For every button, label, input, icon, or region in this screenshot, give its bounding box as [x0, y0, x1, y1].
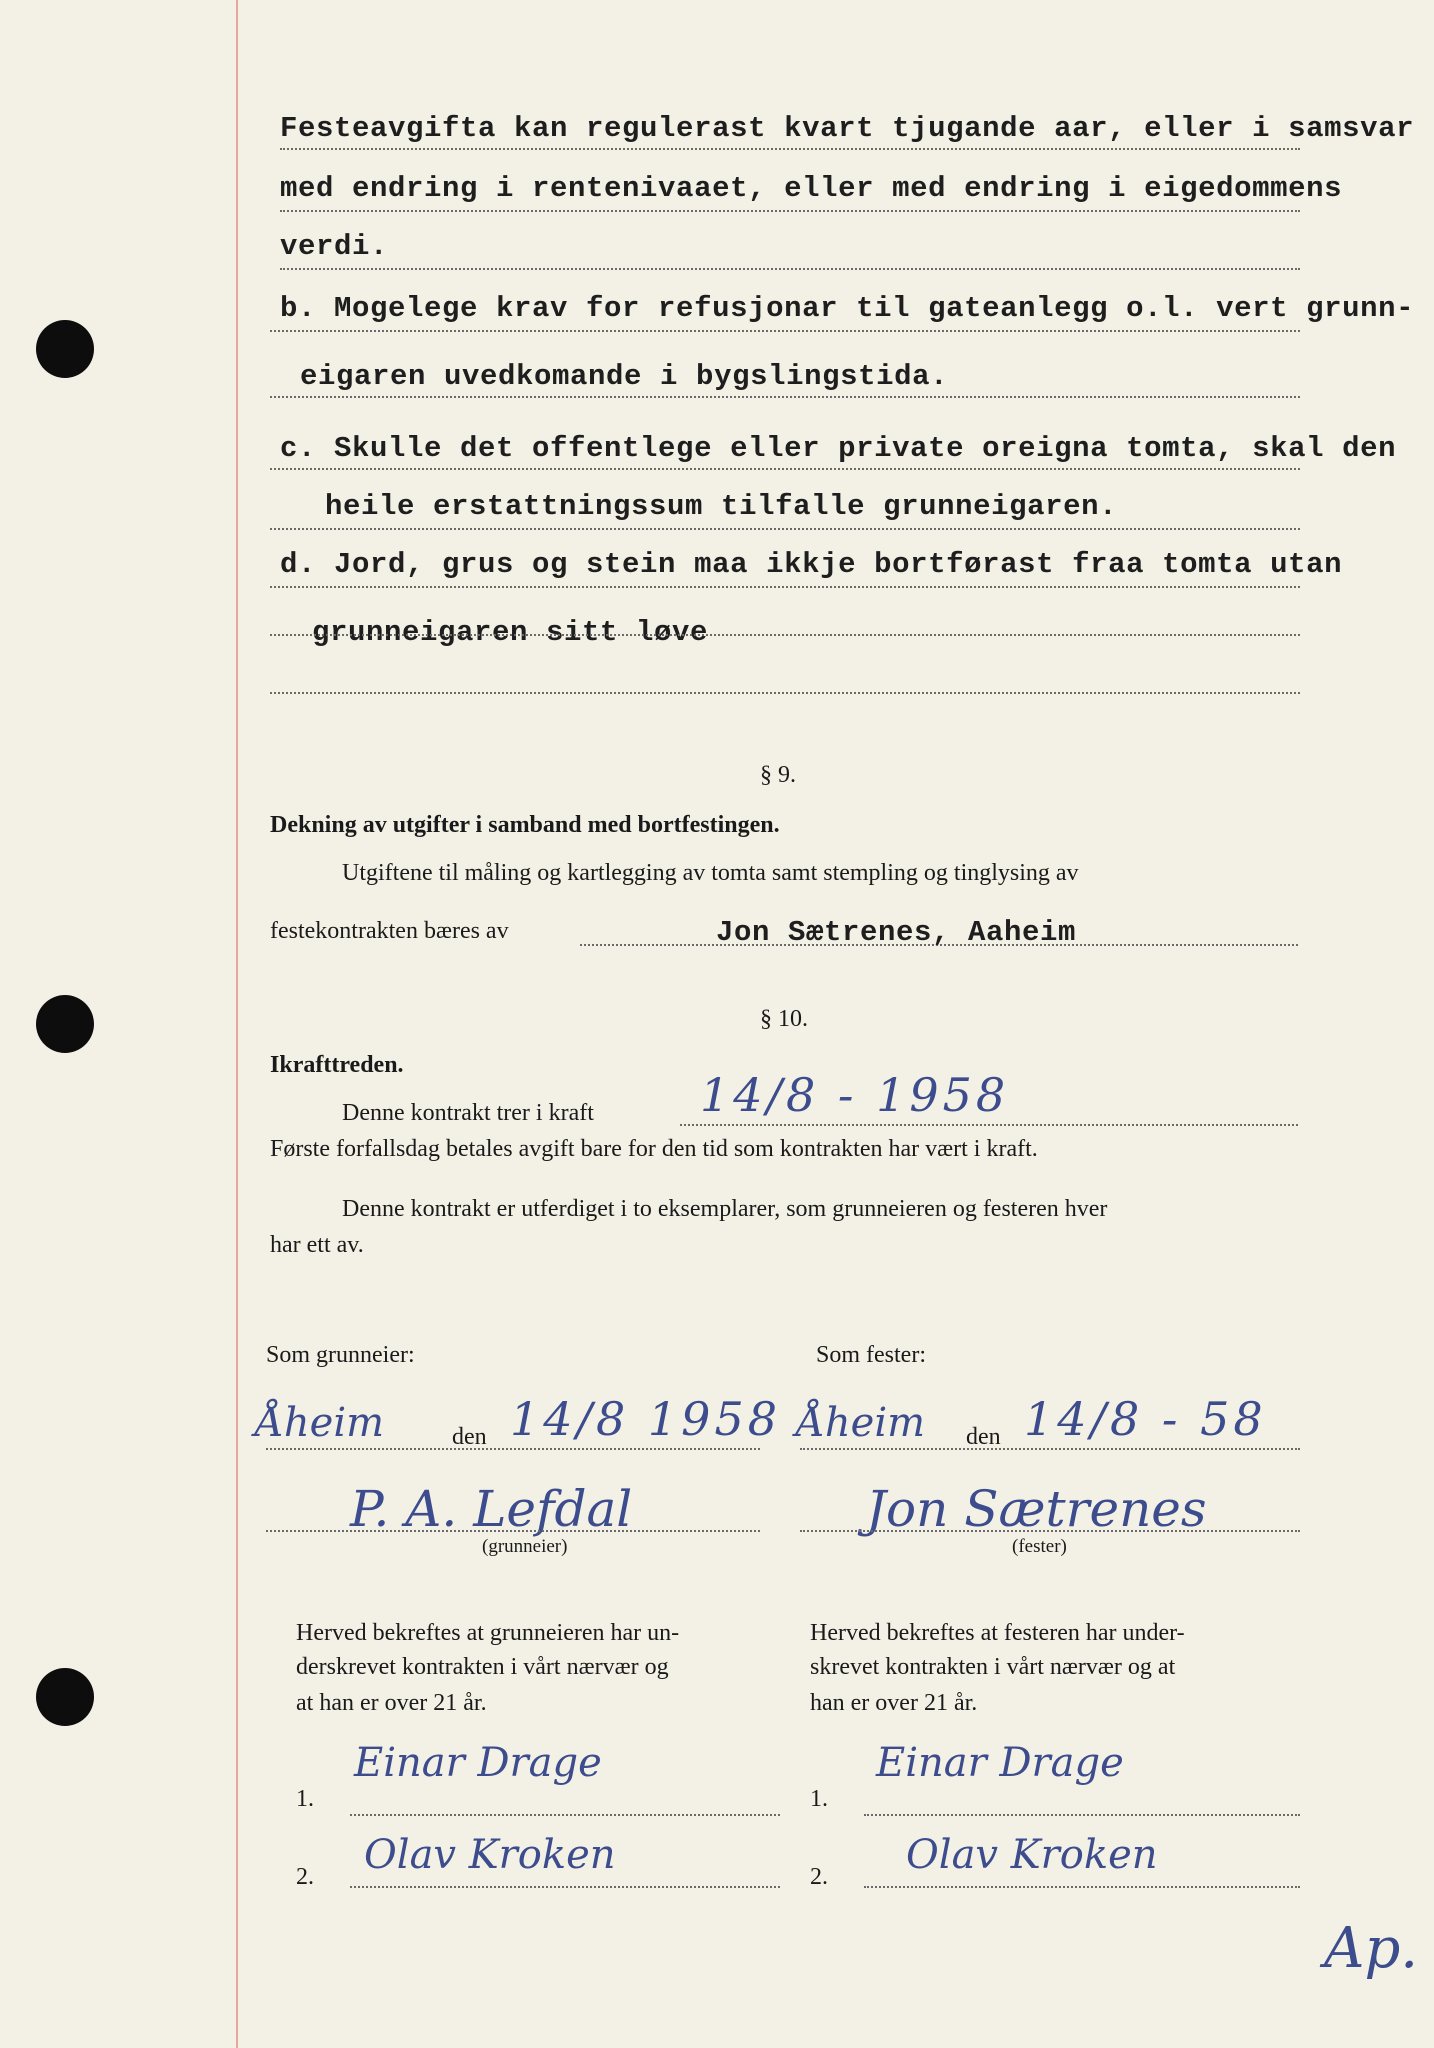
section-heading: Dekning av utgifter i samband med bortfestingen. [270, 812, 780, 838]
witness-number: 1. [810, 1786, 828, 1812]
body-text: Denne kontrakt er utferdiget i to eksemplarer, som grunneieren og festeren hver [342, 1196, 1108, 1222]
witness-signature: Einar Drage [354, 1740, 602, 1786]
typed-line: grunneigaren sitt løve [312, 616, 709, 649]
body-text: har ett av. [270, 1232, 364, 1258]
margin-line [236, 0, 238, 2048]
body-text: festekontrakten bæres av [270, 918, 509, 944]
punch-hole [36, 1668, 94, 1726]
witness-number: 1. [296, 1786, 314, 1812]
dotted-rule [270, 692, 1300, 694]
typed-line: eigaren uvedkomande i bygslingstida. [300, 360, 949, 393]
dotted-rule [280, 148, 1300, 150]
witness-text: Herved bekreftes at grunneieren har un- [296, 1620, 680, 1646]
dotted-rule [280, 268, 1300, 270]
witness-text: derskrevet kontrakten i vårt nærvær og [296, 1654, 669, 1680]
dotted-rule [350, 1814, 780, 1816]
punch-hole [36, 995, 94, 1053]
body-text: Utgiftene til måling og kartlegging av tomta samt stempling og tinglysing av [342, 860, 1079, 886]
typed-line: heile erstattningssum tilfalle grunneigaren. [325, 490, 1118, 523]
witness-signature: Olav Kroken [364, 1832, 616, 1878]
owner-date: 14/8 1958 [510, 1392, 781, 1446]
punch-hole [36, 320, 94, 378]
dotted-rule [864, 1886, 1300, 1888]
payer-name: Jon Sætrenes, Aaheim [716, 916, 1077, 949]
tenant-signature: Jon Sætrenes [866, 1480, 1207, 1538]
dotted-rule [864, 1814, 1300, 1816]
den-label: den [966, 1424, 1001, 1450]
tenant-place: Åheim [796, 1400, 926, 1446]
owner-place: Åheim [255, 1400, 385, 1446]
typed-line: c. Skulle det offentlege eller private oreigna tomta, skal den [280, 432, 1397, 465]
dotted-rule [270, 586, 1300, 588]
witness-number: 2. [810, 1864, 828, 1890]
dotted-rule [350, 1886, 780, 1888]
dotted-rule [280, 210, 1300, 212]
typed-line: d. Jord, grus og stein maa ikkje bortførast fraa tomta utan [280, 548, 1343, 581]
witness-text: at han er over 21 år. [296, 1690, 487, 1716]
section-heading: Ikrafttreden. [270, 1052, 404, 1078]
witness-signature: Einar Drage [876, 1740, 1124, 1786]
dotted-rule [270, 468, 1300, 470]
dotted-rule [800, 1530, 1300, 1532]
dotted-rule [680, 1124, 1298, 1126]
tenant-date: 14/8 - 58 [1024, 1392, 1267, 1446]
section-number: § 10. [760, 1006, 808, 1032]
owner-caption: (grunneier) [482, 1536, 568, 1557]
dotted-rule [270, 396, 1300, 398]
witness-text: Herved bekreftes at festeren har under- [810, 1620, 1185, 1646]
witness-number: 2. [296, 1864, 314, 1890]
dotted-rule [270, 528, 1300, 530]
dotted-rule [270, 330, 1300, 332]
dotted-rule [270, 634, 1300, 636]
dotted-rule [266, 1530, 760, 1532]
section-number: § 9. [760, 762, 796, 788]
owner-signature: P. A. Lefdal [350, 1480, 633, 1538]
body-text: Første forfallsdag betales avgift bare for den tid som kontrakten har vært i kraft. [270, 1136, 1038, 1162]
witness-text: skrevet kontrakten i vårt nærvær og at [810, 1654, 1176, 1680]
initials-mark: Ap. [1324, 1916, 1419, 1981]
den-label: den [452, 1424, 487, 1450]
owner-label: Som grunneier: [266, 1342, 415, 1368]
body-text: Denne kontrakt trer i kraft [342, 1100, 594, 1126]
dotted-rule [800, 1448, 1300, 1450]
handwritten-effective-date: 14/8 - 1958 [700, 1068, 1010, 1122]
dotted-rule [266, 1448, 760, 1450]
typed-line: med endring i rentenivaaet, eller med endring i eigedommens [280, 172, 1343, 205]
typed-line: Festeavgifta kan regulerast kvart tjugande aar, eller i samsvar [280, 112, 1415, 145]
witness-signature: Olav Kroken [906, 1832, 1158, 1878]
tenant-caption: (fester) [1012, 1536, 1067, 1557]
typed-line: verdi. [280, 230, 389, 263]
typed-line: b. Mogelege krav for refusjonar til gateanlegg o.l. vert grunn- [280, 292, 1415, 325]
witness-text: han er over 21 år. [810, 1690, 978, 1716]
tenant-label: Som fester: [816, 1342, 926, 1368]
